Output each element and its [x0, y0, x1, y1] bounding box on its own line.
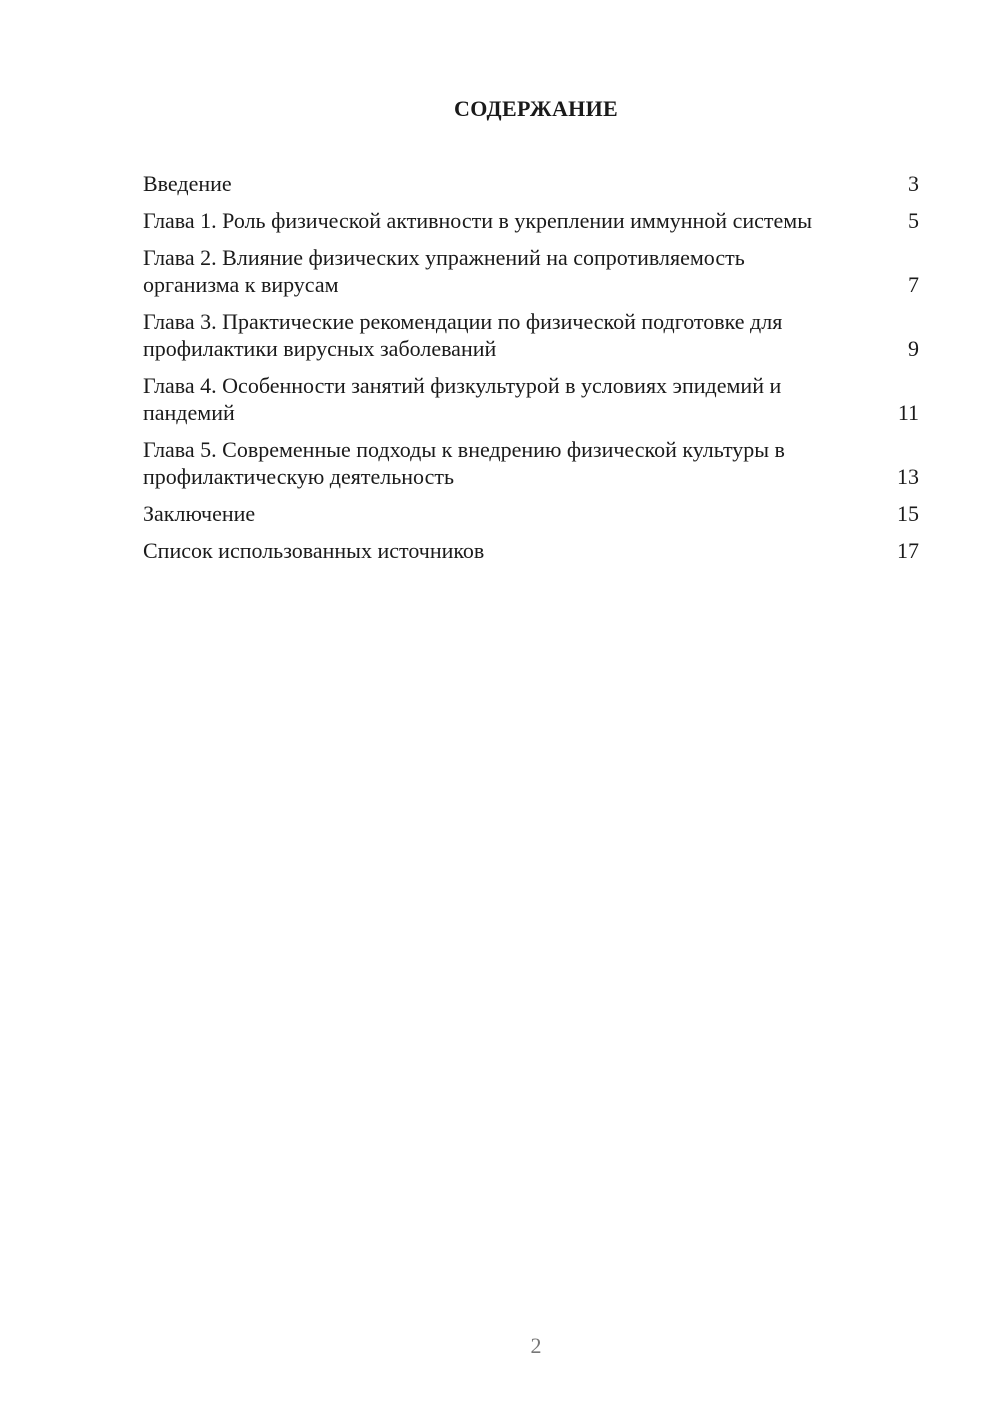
toc-entry-text: Глава 1. Роль физической активности в укреплении иммунной системы — [143, 208, 812, 233]
toc-entry-page: 9 — [908, 336, 919, 361]
toc-entry-text: Глава 4. Особенности занятий физкультурой в условиях эпидемий и пандемий — [143, 373, 782, 425]
toc-entry-page: 17 — [897, 538, 919, 563]
page-title: СОДЕРЖАНИЕ — [454, 96, 618, 121]
toc-entry-text: Заключение — [143, 501, 256, 526]
toc-entry — [143, 207, 919, 234]
toc-entry-page: 3 — [908, 171, 919, 196]
toc-entry — [143, 500, 919, 527]
toc-entry — [143, 537, 919, 564]
toc-entry-text: Введение — [143, 171, 232, 196]
toc-entry — [143, 170, 919, 197]
toc-entry — [143, 436, 919, 490]
page-number: 2 — [530, 1333, 542, 1358]
toc-entry-text: Глава 3. Практические рекомендации по физической подготовке для профилактики вирусных заболеваний — [143, 309, 783, 361]
toc-entry — [143, 372, 919, 426]
toc-entry-text: Глава 2. Влияние физических упражнений на сопротивляемость организма к вирусам — [143, 245, 745, 297]
toc-entry-page: 5 — [908, 208, 919, 233]
toc-entry — [143, 244, 919, 298]
toc-entry-text: Список использованных источников — [143, 538, 485, 563]
toc-entry-page: 13 — [897, 464, 919, 489]
table-of-contents — [143, 170, 919, 574]
toc-entry-page: 11 — [897, 400, 919, 425]
toc-entry-page: 15 — [897, 501, 919, 526]
toc-entry-page: 7 — [908, 272, 919, 297]
toc-entry-text: Глава 5. Современные подходы к внедрению физической культуры в профилактическую деятельность — [143, 437, 785, 489]
toc-entry — [143, 308, 919, 362]
